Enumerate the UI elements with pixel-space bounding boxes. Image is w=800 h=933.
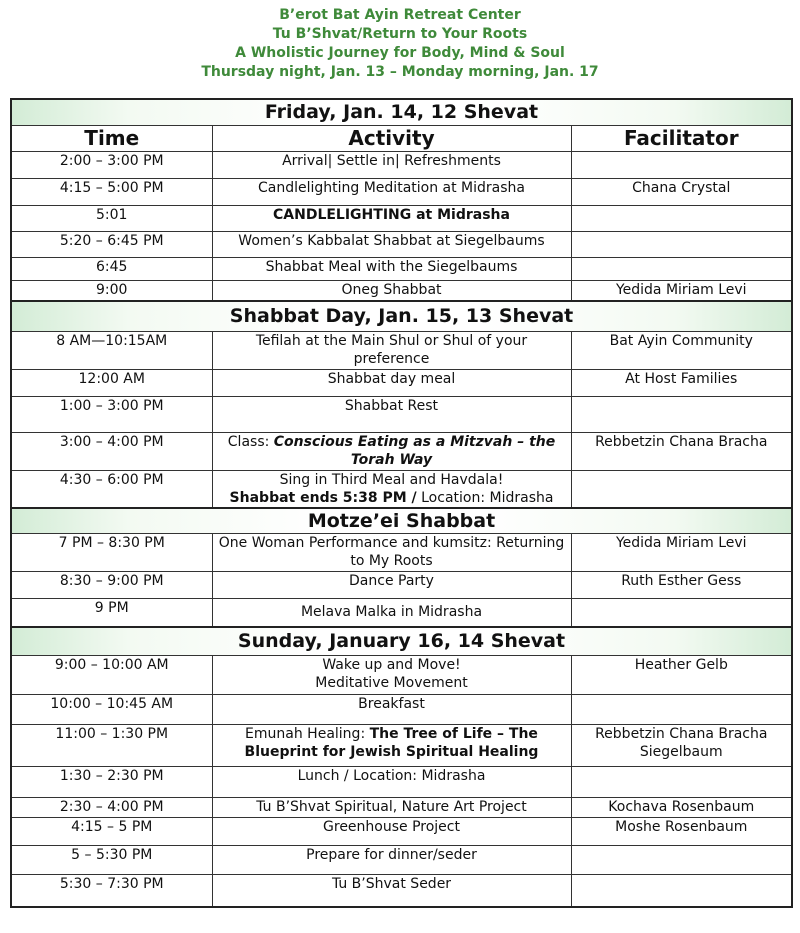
activity-cell: Breakfast bbox=[212, 694, 571, 724]
facilitator-cell: Bat Ayin Community bbox=[571, 331, 792, 369]
activity-line: Wake up and Move! bbox=[322, 656, 461, 673]
time-cell: 4:15 – 5 PM bbox=[11, 817, 212, 845]
time-cell: 9:00 – 10:00 AM bbox=[11, 655, 212, 694]
facilitator-cell: Rebbetzin Chana Bracha bbox=[571, 432, 792, 470]
activity-cell: One Woman Performance and kumsitz: Returning to My Roots bbox=[212, 533, 571, 571]
time-cell: 8 AM—10:15AM bbox=[11, 331, 212, 369]
activity-cell: Shabbat day meal bbox=[212, 369, 571, 396]
table-row bbox=[11, 205, 792, 231]
activity-title: The Tree of Life – The Blueprint for Jewish Spiritual Healing bbox=[244, 725, 539, 760]
column-header-row bbox=[11, 125, 792, 151]
event-header bbox=[0, 6, 800, 82]
facilitator-cell bbox=[571, 598, 792, 627]
table-row bbox=[11, 369, 792, 396]
activity-cell: Tu B’Shvat Spiritual, Nature Art Project bbox=[212, 797, 571, 817]
activity-cell bbox=[212, 724, 571, 766]
activity-cell: Melava Malka in Midrasha bbox=[212, 598, 571, 627]
table-row bbox=[11, 533, 792, 571]
activity-cell: Candlelighting Meditation at Midrasha bbox=[212, 178, 571, 205]
activity-cell: Lunch / Location: Midrasha bbox=[212, 766, 571, 797]
table-row bbox=[11, 280, 792, 301]
facilitator-cell bbox=[571, 396, 792, 432]
facilitator-cell: Rebbetzin Chana Bracha Siegelbaum bbox=[571, 724, 792, 766]
time-cell: 9 PM bbox=[11, 598, 212, 627]
time-cell: 9:00 bbox=[11, 280, 212, 301]
header-dates: Thursday night, Jan. 13 – Monday morning, Jan. 17 bbox=[201, 64, 599, 80]
activity-cell: Women’s Kabbalat Shabbat at Siegelbaums bbox=[212, 231, 571, 257]
activity-cell: Shabbat Rest bbox=[212, 396, 571, 432]
facilitator-cell bbox=[571, 845, 792, 874]
activity-cell: Dance Party bbox=[212, 571, 571, 598]
table-row bbox=[11, 598, 792, 627]
facilitator-cell bbox=[571, 257, 792, 280]
activity-cell bbox=[212, 655, 571, 694]
facilitator-cell: Kochava Rosenbaum bbox=[571, 797, 792, 817]
time-cell: 5:01 bbox=[11, 205, 212, 231]
time-cell: 1:30 – 2:30 PM bbox=[11, 766, 212, 797]
facilitator-cell: Chana Crystal bbox=[571, 178, 792, 205]
time-cell: 11:00 – 1:30 PM bbox=[11, 724, 212, 766]
activity-cell: Greenhouse Project bbox=[212, 817, 571, 845]
day-heading: Sunday, January 16, 14 Shevat bbox=[11, 627, 792, 655]
table-row bbox=[11, 231, 792, 257]
schedule-table bbox=[10, 98, 793, 908]
table-row bbox=[11, 797, 792, 817]
time-cell: 12:00 AM bbox=[11, 369, 212, 396]
time-cell: 6:45 bbox=[11, 257, 212, 280]
table-row bbox=[11, 257, 792, 280]
facilitator-cell: Moshe Rosenbaum bbox=[571, 817, 792, 845]
column-header-activity: Activity bbox=[212, 125, 571, 151]
table-row bbox=[11, 724, 792, 766]
activity-cell bbox=[212, 432, 571, 470]
table-row bbox=[11, 396, 792, 432]
table-row bbox=[11, 817, 792, 845]
time-cell: 4:30 – 6:00 PM bbox=[11, 470, 212, 508]
table-row bbox=[11, 470, 792, 508]
activity-cell: Oneg Shabbat bbox=[212, 280, 571, 301]
table-row bbox=[11, 694, 792, 724]
facilitator-cell bbox=[571, 231, 792, 257]
facilitator-cell: Ruth Esther Gess bbox=[571, 571, 792, 598]
header-venue: B’erot Bat Ayin Retreat Center bbox=[279, 7, 521, 23]
facilitator-cell: Heather Gelb bbox=[571, 655, 792, 694]
day-heading-row bbox=[11, 627, 792, 655]
table-row bbox=[11, 655, 792, 694]
time-cell: 7 PM – 8:30 PM bbox=[11, 533, 212, 571]
time-cell: 4:15 – 5:00 PM bbox=[11, 178, 212, 205]
activity-cell: Arrival| Settle in| Refreshments bbox=[212, 151, 571, 178]
activity-prefix: Class: bbox=[227, 433, 274, 450]
column-header-time: Time bbox=[11, 125, 212, 151]
facilitator-cell: Yedida Miriam Levi bbox=[571, 280, 792, 301]
activity-location: Location: Midrasha bbox=[416, 489, 554, 506]
activity-prefix: Emunah Healing: bbox=[245, 725, 370, 742]
facilitator-cell bbox=[571, 205, 792, 231]
time-cell: 5:30 – 7:30 PM bbox=[11, 874, 212, 907]
activity-line: Sing in Third Meal and Havdala! bbox=[279, 471, 504, 488]
facilitator-cell bbox=[571, 151, 792, 178]
activity-cell: CANDLELIGHTING at Midrasha bbox=[212, 205, 571, 231]
table-row bbox=[11, 766, 792, 797]
time-cell: 2:30 – 4:00 PM bbox=[11, 797, 212, 817]
day-heading: Shabbat Day, Jan. 15, 13 Shevat bbox=[11, 301, 792, 331]
activity-line: Meditative Movement bbox=[315, 674, 468, 691]
time-cell: 5 – 5:30 PM bbox=[11, 845, 212, 874]
time-cell: 10:00 – 10:45 AM bbox=[11, 694, 212, 724]
table-row bbox=[11, 845, 792, 874]
facilitator-cell bbox=[571, 874, 792, 907]
facilitator-cell bbox=[571, 766, 792, 797]
header-event-title: Tu B’Shvat/Return to Your Roots bbox=[272, 26, 528, 42]
table-row bbox=[11, 178, 792, 205]
activity-title: Conscious Eating as a Mitzvah – the Torah Way bbox=[273, 433, 556, 468]
header-tagline: A Wholistic Journey for Body, Mind & Soul bbox=[235, 45, 565, 61]
table-row bbox=[11, 874, 792, 907]
activity-cell: Shabbat Meal with the Siegelbaums bbox=[212, 257, 571, 280]
activity-cell: Tefilah at the Main Shul or Shul of your preference bbox=[212, 331, 571, 369]
time-cell: 2:00 – 3:00 PM bbox=[11, 151, 212, 178]
day-heading-row bbox=[11, 301, 792, 331]
column-header-facilitator: Facilitator bbox=[571, 125, 792, 151]
facilitator-cell: At Host Families bbox=[571, 369, 792, 396]
time-cell: 1:00 – 3:00 PM bbox=[11, 396, 212, 432]
day-heading: Friday, Jan. 14, 12 Shevat bbox=[11, 99, 792, 125]
day-heading-row bbox=[11, 99, 792, 125]
facilitator-cell bbox=[571, 470, 792, 508]
time-cell: 3:00 – 4:00 PM bbox=[11, 432, 212, 470]
table-row bbox=[11, 571, 792, 598]
table-row bbox=[11, 432, 792, 470]
day-heading-row bbox=[11, 508, 792, 534]
activity-cell bbox=[212, 470, 571, 508]
activity-cell: Tu B’Shvat Seder bbox=[212, 874, 571, 907]
table-row bbox=[11, 151, 792, 178]
activity-bold-text: Shabbat ends 5:38 PM / bbox=[229, 489, 417, 506]
table-row bbox=[11, 331, 792, 369]
activity-cell: Prepare for dinner/seder bbox=[212, 845, 571, 874]
time-cell: 5:20 – 6:45 PM bbox=[11, 231, 212, 257]
facilitator-cell bbox=[571, 694, 792, 724]
time-cell: 8:30 – 9:00 PM bbox=[11, 571, 212, 598]
facilitator-cell: Yedida Miriam Levi bbox=[571, 533, 792, 571]
day-heading: Motze’ei Shabbat bbox=[11, 508, 792, 534]
